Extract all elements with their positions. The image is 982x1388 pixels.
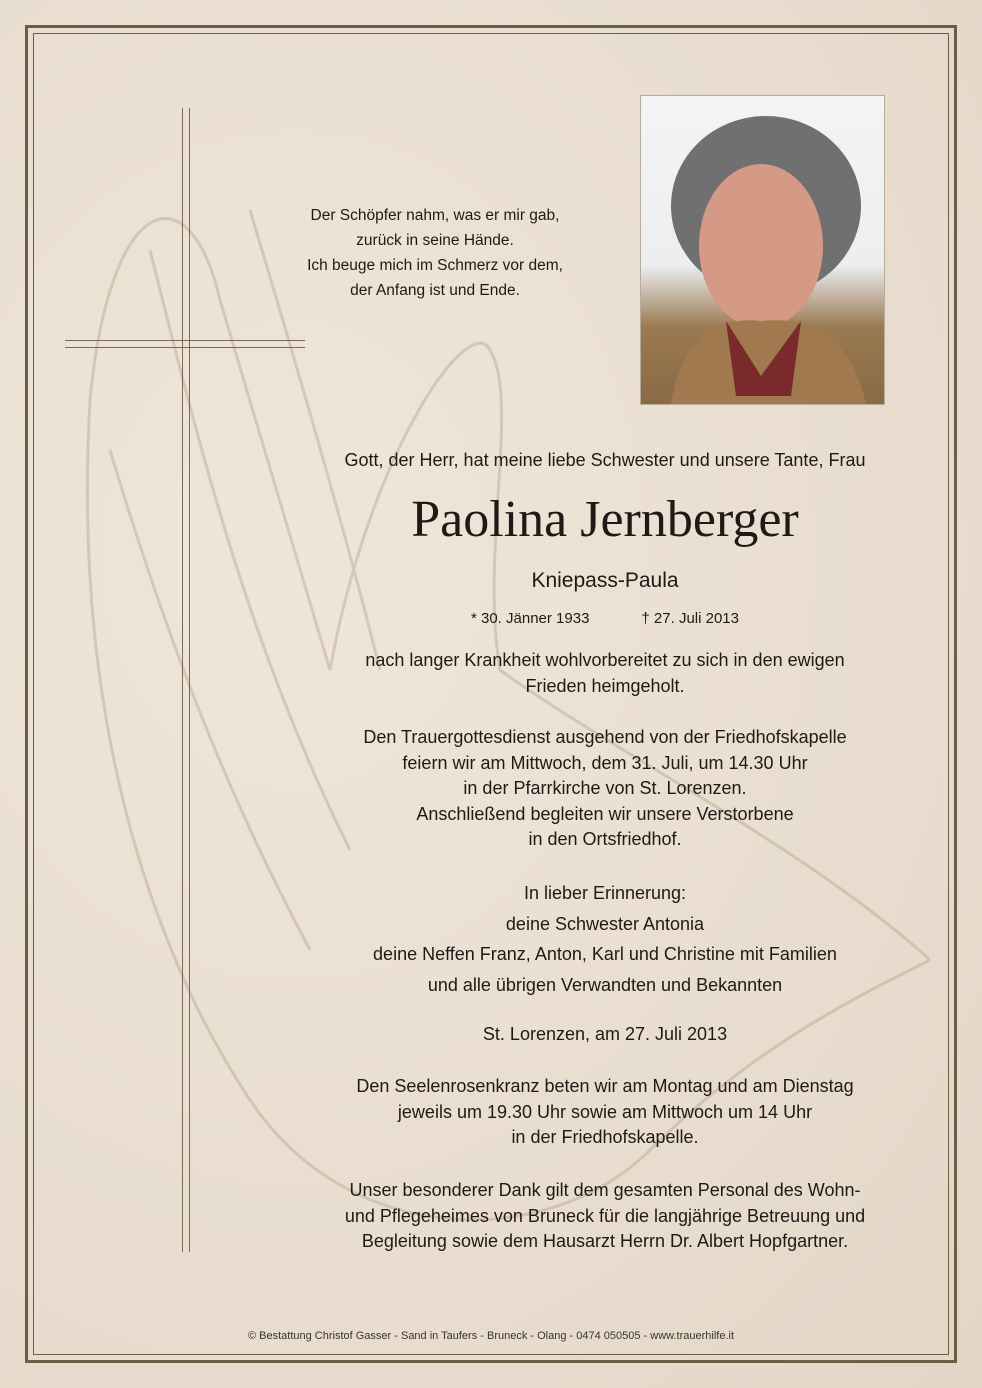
- portrait-photo: [640, 95, 885, 405]
- text-line: In lieber Erinnerung:: [523, 883, 687, 903]
- life-dates: [320, 610, 890, 627]
- place-date: St. Lorenzen, am 27. Juli 2013: [482, 1024, 728, 1044]
- paragraph-death: [320, 648, 890, 699]
- footer-credit: © Bestattung Christof Gasser - Sand in Taufers - Bruneck - Olang - 0474 050505 - www.trauerhilfe.it: [247, 1330, 735, 1342]
- paragraph-service: [320, 725, 890, 853]
- text-line: und alle übrigen Verwandten und Bekannten: [427, 974, 783, 995]
- poem-line: Ich beuge mich im Schmerz vor dem,: [307, 257, 563, 274]
- poem-line: der Anfang ist und Ende.: [350, 282, 520, 299]
- text-line: deine Neffen Franz, Anton, Karl und Christine mit Familien: [373, 944, 837, 964]
- deceased-name: Paolina Jernberger: [411, 491, 799, 548]
- text-line: Frieden heimgeholt.: [525, 675, 685, 696]
- cross-horizontal: [65, 340, 305, 348]
- text-line: Den Seelenrosenkranz beten wir am Montag und am Dienstag: [356, 1076, 854, 1096]
- text-line: Anschließend begleiten wir unsere Verstorbene: [416, 803, 794, 824]
- paragraph-mourners: [320, 878, 890, 1000]
- nickname: Kniepass-Paula: [531, 569, 679, 592]
- poem-line: zurück in seine Hände.: [356, 232, 514, 249]
- text-line: jeweils um 19.30 Uhr sowie am Mittwoch um 14 Uhr: [397, 1101, 813, 1122]
- text-line: deine Schwester Antonia: [505, 913, 705, 934]
- intro-text: Gott, der Herr, hat meine liebe Schwester und unsere Tante, Frau: [344, 450, 866, 470]
- poem: [265, 203, 605, 303]
- text-line: Den Trauergottesdienst ausgehend von der Friedhofskapelle: [363, 727, 847, 747]
- text-line: in der Friedhofskapelle.: [511, 1127, 699, 1147]
- text-line: nach langer Krankheit wohlvorbereitet zu sich in den ewigen: [365, 650, 845, 670]
- paragraph-rosary: [320, 1074, 890, 1151]
- death-date: † 27. Juli 2013: [641, 610, 739, 627]
- text-line: Begleitung sowie dem Hausarzt Herrn Dr. Albert Hopfgartner.: [361, 1231, 849, 1251]
- cross-vertical: [182, 108, 190, 1252]
- poem-line: Der Schöpfer nahm, was er mir gab,: [310, 207, 560, 224]
- text-line: feiern wir am Mittwoch, dem 31. Juli, um 14.30 Uhr: [402, 752, 808, 773]
- text-line: in den Ortsfriedhof.: [528, 829, 682, 849]
- text-line: und Pflegeheimes von Bruneck für die langjährige Betreuung und: [344, 1205, 866, 1226]
- paragraph-thanks: [300, 1178, 910, 1255]
- text-line: in der Pfarrkirche von St. Lorenzen.: [463, 778, 747, 798]
- text-line: Unser besonderer Dank gilt dem gesamten Personal des Wohn-: [349, 1180, 861, 1200]
- birth-date: * 30. Jänner 1933: [470, 610, 590, 627]
